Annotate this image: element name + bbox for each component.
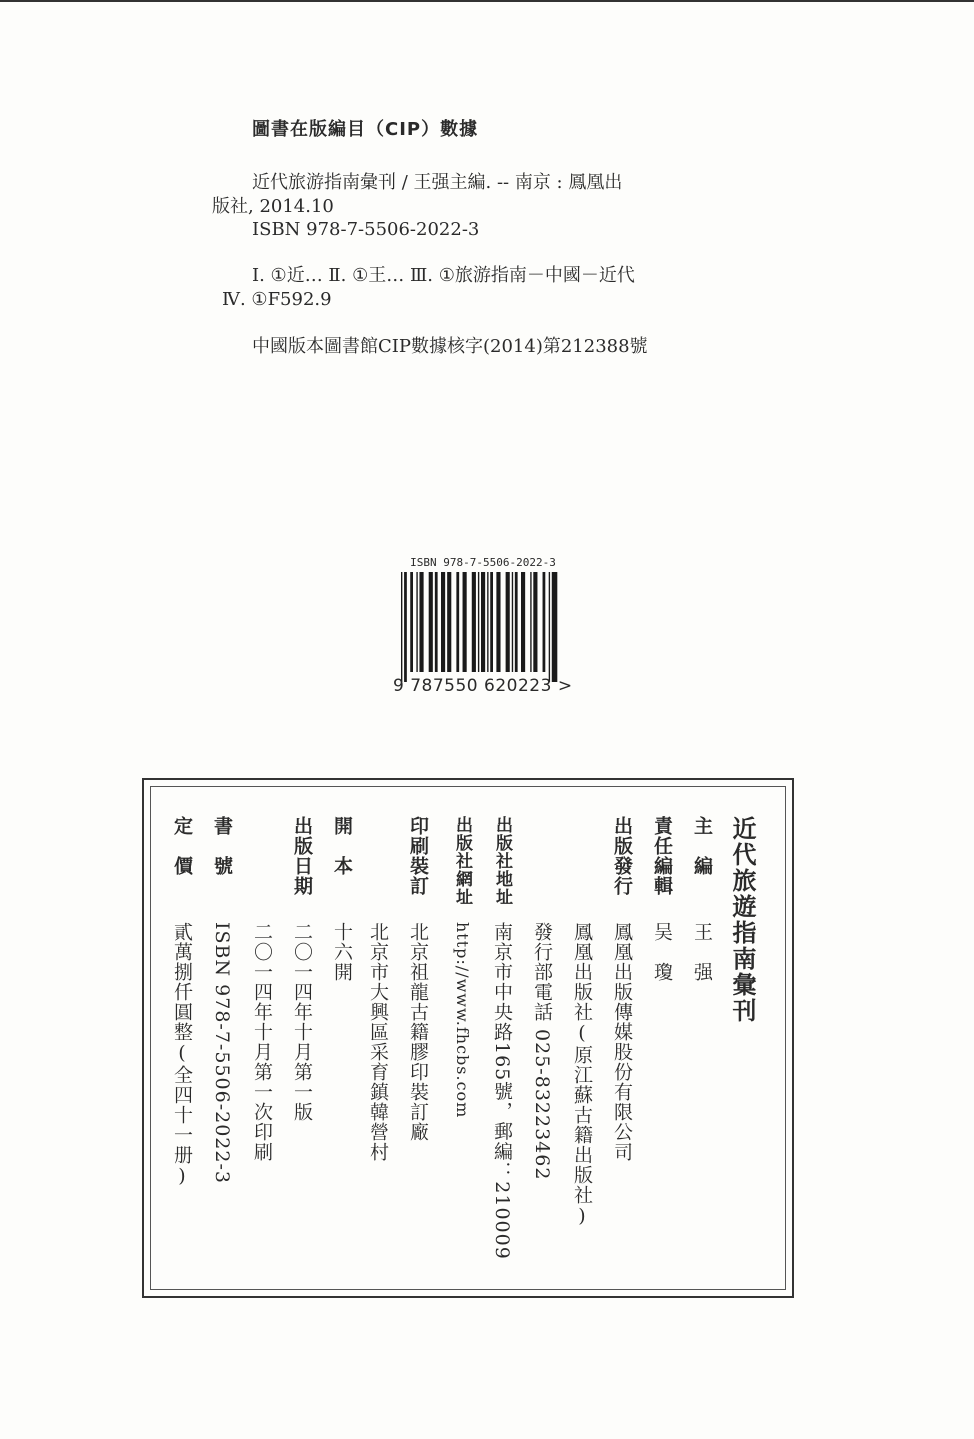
barcode-bar xyxy=(441,572,445,672)
barcode-isbn-label: ISBN 978-7-5506-2022-3 xyxy=(410,556,556,569)
barcode-bar xyxy=(419,572,423,672)
colophon-value: 貳萬捌仟圓整(全四十一册) xyxy=(171,922,193,1188)
barcode-digits: 9 787550 620223 > xyxy=(393,676,573,696)
barcode-bar xyxy=(416,572,417,672)
colophon-value: 鳳凰出版傳媒股份有限公司 xyxy=(611,922,633,1162)
barcode-bars xyxy=(397,572,565,682)
colophon-label: 主 編 xyxy=(691,816,713,876)
barcode-bar xyxy=(533,572,537,672)
cip-line: Ⅰ. ①近… Ⅱ. ①王… Ⅲ. ①旅游指南－中國－近代 xyxy=(252,265,635,286)
colophon-label: 責任編輯 xyxy=(651,816,673,896)
barcode-bar xyxy=(410,572,413,672)
colophon-value: 北京祖龍古籍膠印裝訂廠 xyxy=(407,922,429,1142)
colophon-value: 二〇一四年十月第一次印刷 xyxy=(251,922,273,1162)
cip-line: 版社, 2014.10 xyxy=(212,196,334,217)
colophon-label: 出版社地址 xyxy=(492,816,512,906)
barcode-bar xyxy=(481,572,485,672)
barcode-bar xyxy=(472,572,476,672)
colophon-value: 二〇一四年十月第一版 xyxy=(291,922,313,1122)
colophon-label: 印刷裝訂 xyxy=(407,816,429,896)
barcode-bar xyxy=(552,572,558,682)
colophon-title: 近代旅遊指南彙刊 xyxy=(728,816,756,1024)
colophon-value: 發行部電話 025-83223462 xyxy=(531,922,553,1181)
colophon-label: 定 價 xyxy=(171,816,193,876)
colophon-value: 南京市中央路165號，郵編：210009 xyxy=(491,922,513,1260)
colophon-value: 鳳凰出版社(原江蘇古籍出版社) xyxy=(571,922,593,1228)
barcode-bar xyxy=(456,572,459,672)
colophon-value: 吴 瓊 xyxy=(651,922,673,982)
barcode-bar xyxy=(515,572,518,672)
barcode-bar xyxy=(478,572,479,672)
colophon-label: 出版發行 xyxy=(611,816,633,896)
barcode-bar xyxy=(530,572,531,672)
colophon-value: 十六開 xyxy=(331,922,353,982)
colophon-value: 王 强 xyxy=(691,922,713,982)
colophon-label: 開 本 xyxy=(331,816,353,876)
barcode-bar xyxy=(521,572,525,672)
colophon-label: 書 號 xyxy=(211,816,233,876)
colophon-label: 出版日期 xyxy=(291,816,313,896)
barcode-bar xyxy=(490,572,493,672)
barcode-bar xyxy=(549,572,550,682)
barcode-bar xyxy=(463,572,467,672)
barcode-bar xyxy=(487,572,488,672)
barcode-bar xyxy=(447,572,451,672)
barcode-bar xyxy=(404,572,407,682)
cip-heading: 圖書在版編目（CIP）數據 xyxy=(252,119,479,140)
cip-line: ISBN 978-7-5506-2022-3 xyxy=(252,219,480,240)
barcode-bar xyxy=(496,572,500,672)
colophon-value: http://www.fhcbs.com xyxy=(453,922,472,1119)
barcode-bar xyxy=(435,572,438,672)
cip-line: 近代旅游指南彙刊 / 王强主編. -- 南京 : 鳳凰出 xyxy=(252,172,623,193)
barcode-bar xyxy=(429,572,433,672)
isbn-barcode xyxy=(393,556,573,698)
colophon-value: 北京市大興區采育鎮韓營村 xyxy=(367,922,389,1162)
colophon-box xyxy=(142,778,794,1298)
cip-line: Ⅳ. ①F592.9 xyxy=(222,289,332,310)
cip-block xyxy=(0,0,974,380)
colophon-label: 出版社網址 xyxy=(452,816,472,906)
barcode-bar xyxy=(506,572,510,672)
cip-line: 中國版本圖書館CIP數據核字(2014)第212388號 xyxy=(252,336,648,357)
barcode-bar xyxy=(512,572,513,672)
barcode-bar xyxy=(543,572,546,672)
barcode-bar xyxy=(401,572,402,682)
colophon-value: ISBN 978-7-5506-2022-3 xyxy=(211,922,233,1184)
